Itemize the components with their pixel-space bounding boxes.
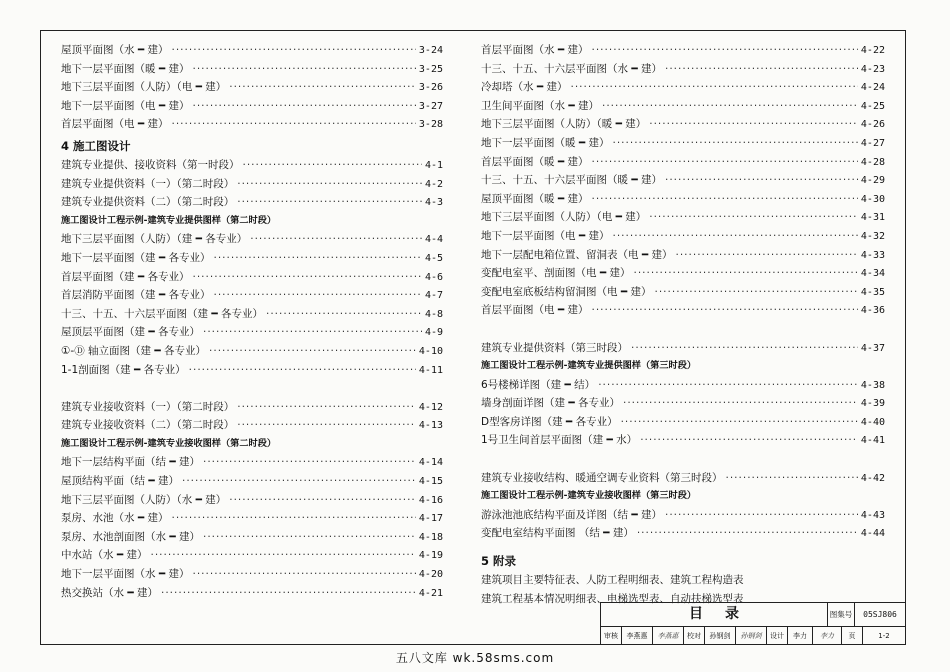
dot-leader — [613, 227, 858, 246]
toc-entry-title: 地下三层平面图（人防）（建 ━ 各专业） — [61, 233, 248, 246]
toc-entry-title: 建筑专业提供资料（第三时段） — [481, 341, 628, 354]
dot-leader — [189, 361, 416, 380]
toc-entry — [61, 398, 443, 417]
toc-entry-title: 地下一层平面图（暖 ━ 建） — [481, 136, 610, 149]
toc-entry-page: 4-33 — [860, 249, 885, 261]
toc-entry-title: 游泳池池底结构平面及详图（结 ━ 建） — [481, 508, 662, 521]
dot-leader — [193, 565, 416, 584]
toc-entry-title: 地下一层平面图（建 ━ 各专业） — [61, 251, 211, 264]
toc-entry — [61, 416, 443, 435]
atlas-number: 05SJ806 — [863, 610, 897, 619]
dot-leader — [613, 134, 858, 153]
toc-entry — [61, 528, 443, 547]
toc-entry-title: 建筑专业提供资料（二）（第二时段） — [61, 196, 235, 209]
dot-leader — [655, 283, 858, 302]
toc-entry-page: 4-24 — [860, 82, 885, 94]
toc-entry-title: 首层平面图（电 ━ 建） — [481, 304, 589, 317]
dot-leader — [571, 78, 858, 97]
toc-entry-title: 首层平面图（水 ━ 建） — [481, 44, 589, 56]
toc-entry — [61, 546, 443, 565]
dot-leader — [172, 115, 416, 134]
toc-entry-page: 4-28 — [860, 156, 885, 168]
toc-entry-title: D型客房详图（建 ━ 各专业） — [481, 415, 618, 428]
toc-entry — [61, 565, 443, 584]
toc-entry-page: 3-24 — [418, 45, 443, 56]
designer-signature: 李力 — [813, 627, 842, 645]
page-label: 页 — [842, 627, 863, 645]
toc-entry-title: 地下三层平面图（人防）（暖 ━ 建） — [481, 118, 647, 131]
spacer — [61, 379, 443, 398]
dot-leader — [634, 264, 858, 283]
reviewer-signature: 李燕惠 — [653, 627, 684, 645]
toc-entry-title: 墙身剖面详图（建 ━ 各专业） — [481, 397, 620, 410]
toc-entry-title: 地下三层平面图（人防）（水 ━ 建） — [61, 493, 227, 506]
title-block — [600, 602, 905, 644]
toc-entry — [481, 227, 885, 246]
dot-leader — [237, 398, 416, 417]
dot-leader — [237, 175, 422, 194]
toc-entry-page: 4-12 — [418, 401, 443, 413]
toc-entry-title: 地下一层结构平面（结 ━ 建） — [61, 456, 200, 469]
toc-entry-title: 地下三层平面图（人防）（电 ━ 建） — [61, 81, 227, 94]
subsection-heading: 施工图设计工程示例-建筑专业提供图样（第三时段） — [481, 360, 697, 372]
toc-entry-page: 4-20 — [418, 569, 443, 581]
toc-entry-page: 4-2 — [424, 178, 443, 190]
toc-entry — [481, 283, 885, 302]
designer-name: 李力 — [788, 627, 813, 645]
toc-entry — [61, 323, 443, 342]
toc-entry — [481, 264, 885, 283]
dot-leader — [637, 524, 858, 543]
toc-entry-title: ①-Ⓓ 轴立面图（建 ━ 各专业） — [61, 344, 207, 357]
spacer — [481, 450, 885, 469]
toc-entry-page: 4-14 — [418, 457, 443, 469]
toc-entry-title: 1-1剖面图（建 ━ 各专业） — [61, 363, 186, 376]
toc-entry — [61, 584, 443, 603]
toc-entry — [61, 286, 443, 305]
toc-entry — [61, 78, 443, 97]
toc-entry-title: 泵房、水池（水 ━ 建） — [61, 512, 169, 525]
toc-entry-page: 4-19 — [418, 550, 443, 562]
toc-entry-page: 4-27 — [860, 137, 885, 149]
review-label: 审核 — [601, 627, 622, 645]
toc-entry-title: 地下一层平面图（水 ━ 建） — [61, 568, 190, 581]
toc-entry-page: 4-29 — [860, 175, 885, 187]
dot-leader — [266, 305, 422, 324]
toc-entry-page: 4-21 — [418, 587, 443, 599]
dot-leader — [203, 323, 422, 342]
appendix-item: 建筑项目主要特征表、人防工程明细表、建筑工程构造表 — [481, 574, 744, 587]
toc-entry — [61, 491, 443, 510]
atlas-number-label: 图集号 — [828, 603, 855, 626]
dot-leader — [592, 153, 858, 172]
toc-entry-page: 4-35 — [860, 286, 885, 298]
dot-leader — [229, 491, 416, 510]
toc-entry — [481, 506, 885, 525]
toc-entry — [481, 431, 885, 450]
dot-leader — [151, 546, 416, 565]
toc-entry-title: 建筑专业提供资料（一）（第二时段） — [61, 177, 235, 190]
section-heading: 4 施工图设计 — [61, 138, 131, 153]
dot-leader — [237, 193, 422, 212]
dot-leader — [182, 472, 416, 491]
toc-entry-page: 3-25 — [418, 63, 443, 75]
toc-entry-page: 4-17 — [418, 513, 443, 525]
dot-leader — [243, 156, 422, 175]
toc-entry-title: 1号卫生间首层平面图（建 ━ 水） — [481, 434, 638, 447]
toc-entry-page: 4-22 — [860, 45, 885, 56]
toc-entry-page: 4-1 — [424, 159, 443, 171]
toc-entry-page: 4-16 — [418, 494, 443, 506]
toc-entry — [481, 60, 885, 79]
toc-entry-title: 十三、十五、十六层平面图（建 ━ 各专业） — [61, 307, 263, 320]
toc-entry-page: 4-41 — [860, 435, 885, 447]
toc-entry — [481, 171, 885, 190]
design-label: 设计 — [767, 627, 788, 645]
dot-leader — [172, 41, 416, 60]
toc-entry — [481, 115, 885, 134]
toc-entry — [481, 134, 885, 153]
toc-entry — [61, 175, 443, 194]
toc-entry-title: 冷却塔（水 ━ 建） — [481, 81, 568, 94]
toc-entry — [61, 305, 443, 324]
toc-entry-page: 4-36 — [860, 305, 885, 317]
toc-entry — [61, 453, 443, 472]
toc-entry-title: 地下三层平面图（人防）（电 ━ 建） — [481, 211, 647, 224]
toc-entry-title: 首层平面图（建 ━ 各专业） — [61, 270, 190, 283]
toc-entry — [481, 153, 885, 172]
toc-entry — [61, 472, 443, 491]
dot-leader — [237, 416, 416, 435]
spacer — [481, 320, 885, 339]
dot-leader — [592, 41, 858, 60]
dot-leader — [665, 171, 858, 190]
toc-entry — [61, 60, 443, 79]
dot-leader — [214, 286, 422, 305]
toc-entry — [481, 41, 885, 60]
toc-entry-page: 4-15 — [418, 476, 443, 488]
toc-entry-title: 十三、十五、十六层平面图（暖 ━ 建） — [481, 174, 662, 187]
toc-entry-page: 4-13 — [418, 420, 443, 432]
toc-right-column — [481, 41, 885, 608]
toc-entry — [61, 193, 443, 212]
toc-entry — [61, 509, 443, 528]
toc-entry — [481, 413, 885, 432]
dot-leader — [209, 342, 416, 361]
dot-leader — [172, 509, 416, 528]
toc-entry-title: 建筑专业接收资料（一）（第二时段） — [61, 400, 235, 413]
toc-entry-title: 地下一层平面图（电 ━ 建） — [481, 229, 610, 242]
toc-entry-page: 4-11 — [418, 364, 443, 376]
dot-leader — [161, 584, 416, 603]
toc-entry-title: 地下一层配电箱位置、留洞表（电 ━ 建） — [481, 248, 673, 261]
toc-entry-title: 屋顶平面图（水 ━ 建） — [61, 44, 169, 56]
dot-leader — [214, 249, 422, 268]
toc-entry — [481, 376, 885, 395]
toc-entry — [61, 342, 443, 361]
dot-leader — [665, 506, 858, 525]
toc-entry-title: 建筑专业提供、接收资料（第一时段） — [61, 158, 240, 171]
toc-entry-title: 首层平面图（暖 ━ 建） — [481, 155, 589, 168]
toc-entry-page: 4-23 — [860, 63, 885, 75]
toc-entry-page: 3-27 — [418, 100, 443, 112]
toc-entry — [61, 115, 443, 134]
toc-entry-page: 4-43 — [860, 509, 885, 521]
toc-entry — [61, 249, 443, 268]
toc-entry-page: 4-26 — [860, 119, 885, 131]
toc-entry-page: 4-44 — [860, 528, 885, 540]
toc-entry-title: 建筑专业接收资料（二）（第二时段） — [61, 419, 235, 432]
dot-leader — [726, 469, 858, 488]
toc-entry — [61, 156, 443, 175]
toc-entry-page: 4-9 — [424, 327, 443, 339]
toc-entry-page: 4-25 — [860, 100, 885, 112]
dot-leader — [250, 230, 422, 249]
toc-entry-title: 热交换站（水 ━ 建） — [61, 586, 158, 599]
toc-entry-title: 首层平面图（电 ━ 建） — [61, 118, 169, 131]
dot-leader — [598, 376, 858, 395]
dot-leader — [602, 97, 858, 116]
toc-entry-page: 4-6 — [424, 271, 443, 283]
dot-leader — [203, 528, 416, 547]
toc-entry — [481, 246, 885, 265]
toc-entry-title: 中水站（水 ━ 建） — [61, 549, 148, 562]
subsection-heading: 施工图设计工程示例-建筑专业接收图样（第二时段） — [61, 437, 277, 449]
appendix-item: 建筑工程基本情况明细表、电梯选型表、自动扶梯选型表 — [481, 592, 744, 605]
toc-entry-page: 4-32 — [860, 230, 885, 242]
toc-entry-title: 地下一层平面图（暖 ━ 建） — [61, 62, 190, 75]
dot-leader — [592, 301, 858, 320]
subsection-heading: 施工图设计工程示例-建筑专业接收图样（第三时段） — [481, 490, 697, 502]
toc-entry-title: 变配电室结构平面图 （结 ━ 建） — [481, 527, 634, 540]
subsection-heading: 施工图设计工程示例-建筑专业提供图样（第二时段） — [61, 214, 277, 226]
toc-entry-page: 4-31 — [860, 212, 885, 224]
dot-leader — [203, 453, 416, 472]
toc-entry-page: 4-39 — [860, 398, 885, 410]
toc-entry-page: 4-5 — [424, 252, 443, 264]
dot-leader — [193, 60, 416, 79]
toc-entry — [481, 97, 885, 116]
toc-entry — [481, 394, 885, 413]
toc-entry-page: 4-7 — [424, 290, 443, 302]
toc-entry-page: 4-40 — [860, 416, 885, 428]
toc-entry-page: 4-38 — [860, 379, 885, 391]
toc-entry — [481, 524, 885, 543]
toc-entry — [481, 301, 885, 320]
toc-entry — [61, 41, 443, 60]
toc-entry — [61, 361, 443, 380]
toc-left-column — [61, 41, 443, 602]
section-heading: 5 附录 — [481, 554, 517, 569]
dot-leader — [193, 268, 422, 287]
toc-entry-title: 十三、十五、十六层平面图（水 ━ 建） — [481, 62, 662, 75]
toc-entry-page: 4-37 — [860, 342, 885, 354]
toc-entry-title: 建筑专业接收结构、暖通空调专业资料（第三时段） — [481, 471, 723, 484]
page-number: 1-2 — [878, 632, 890, 640]
toc-entry-page: 4-4 — [424, 234, 443, 246]
toc-entry-page: 3-28 — [418, 119, 443, 131]
toc-entry — [61, 97, 443, 116]
toc-entry-title: 变配电室平、剖面图（电 ━ 建） — [481, 267, 631, 280]
dot-leader — [649, 208, 858, 227]
dot-leader — [592, 190, 858, 209]
checker-name: 孙钢剑 — [705, 627, 736, 645]
toc-entry-page: 4-10 — [418, 345, 443, 357]
toc-entry — [481, 78, 885, 97]
toc-entry — [481, 469, 885, 488]
toc-entry-page: 4-30 — [860, 193, 885, 205]
toc-entry-title: 变配电室底板结构留洞图（电 ━ 建） — [481, 285, 652, 298]
toc-entry-page: 4-34 — [860, 268, 885, 280]
dot-leader — [621, 413, 858, 432]
toc-entry-title: 首层消防平面图（建 ━ 各专业） — [61, 289, 211, 302]
toc-entry-title: 卫生间平面图（水 ━ 建） — [481, 99, 599, 112]
toc-entry-page: 3-26 — [418, 82, 443, 94]
dot-leader — [193, 97, 416, 116]
dot-leader — [631, 339, 858, 358]
toc-entry-title: 屋顶平面图（暖 ━ 建） — [481, 192, 589, 205]
title-block-title: 目录 — [601, 603, 828, 626]
dot-leader — [623, 394, 858, 413]
dot-leader — [676, 246, 858, 265]
toc-entry — [61, 268, 443, 287]
toc-entry — [481, 339, 885, 358]
reviewer-name: 李燕惠 — [622, 627, 653, 645]
toc-entry-title: 6号楼梯详图（建 ━ 结） — [481, 378, 596, 391]
toc-entry — [481, 208, 885, 227]
checker-signature: 孙钢剑 — [736, 627, 767, 645]
toc-entry-title: 地下一层平面图（电 ━ 建） — [61, 99, 190, 112]
toc-entry-page: 4-3 — [424, 197, 443, 209]
toc-entry-page: 4-8 — [424, 308, 443, 320]
toc-entry-page: 4-42 — [860, 472, 885, 484]
watermark-footer: 五八文库 wk.58sms.com — [395, 651, 555, 665]
dot-leader — [229, 78, 416, 97]
toc-entry — [61, 230, 443, 249]
dot-leader — [649, 115, 858, 134]
toc-entry-title: 屋顶结构平面（结 ━ 建） — [61, 475, 179, 488]
drawing-frame — [40, 30, 906, 645]
dot-leader — [665, 60, 858, 79]
check-label: 校对 — [684, 627, 705, 645]
toc-entry-title: 屋顶层平面图（建 ━ 各专业） — [61, 326, 200, 339]
toc-entry — [481, 190, 885, 209]
toc-entry-title: 泵房、水池剖面图（水 ━ 建） — [61, 530, 200, 543]
toc-entry-page: 4-18 — [418, 531, 443, 543]
dot-leader — [640, 431, 858, 450]
